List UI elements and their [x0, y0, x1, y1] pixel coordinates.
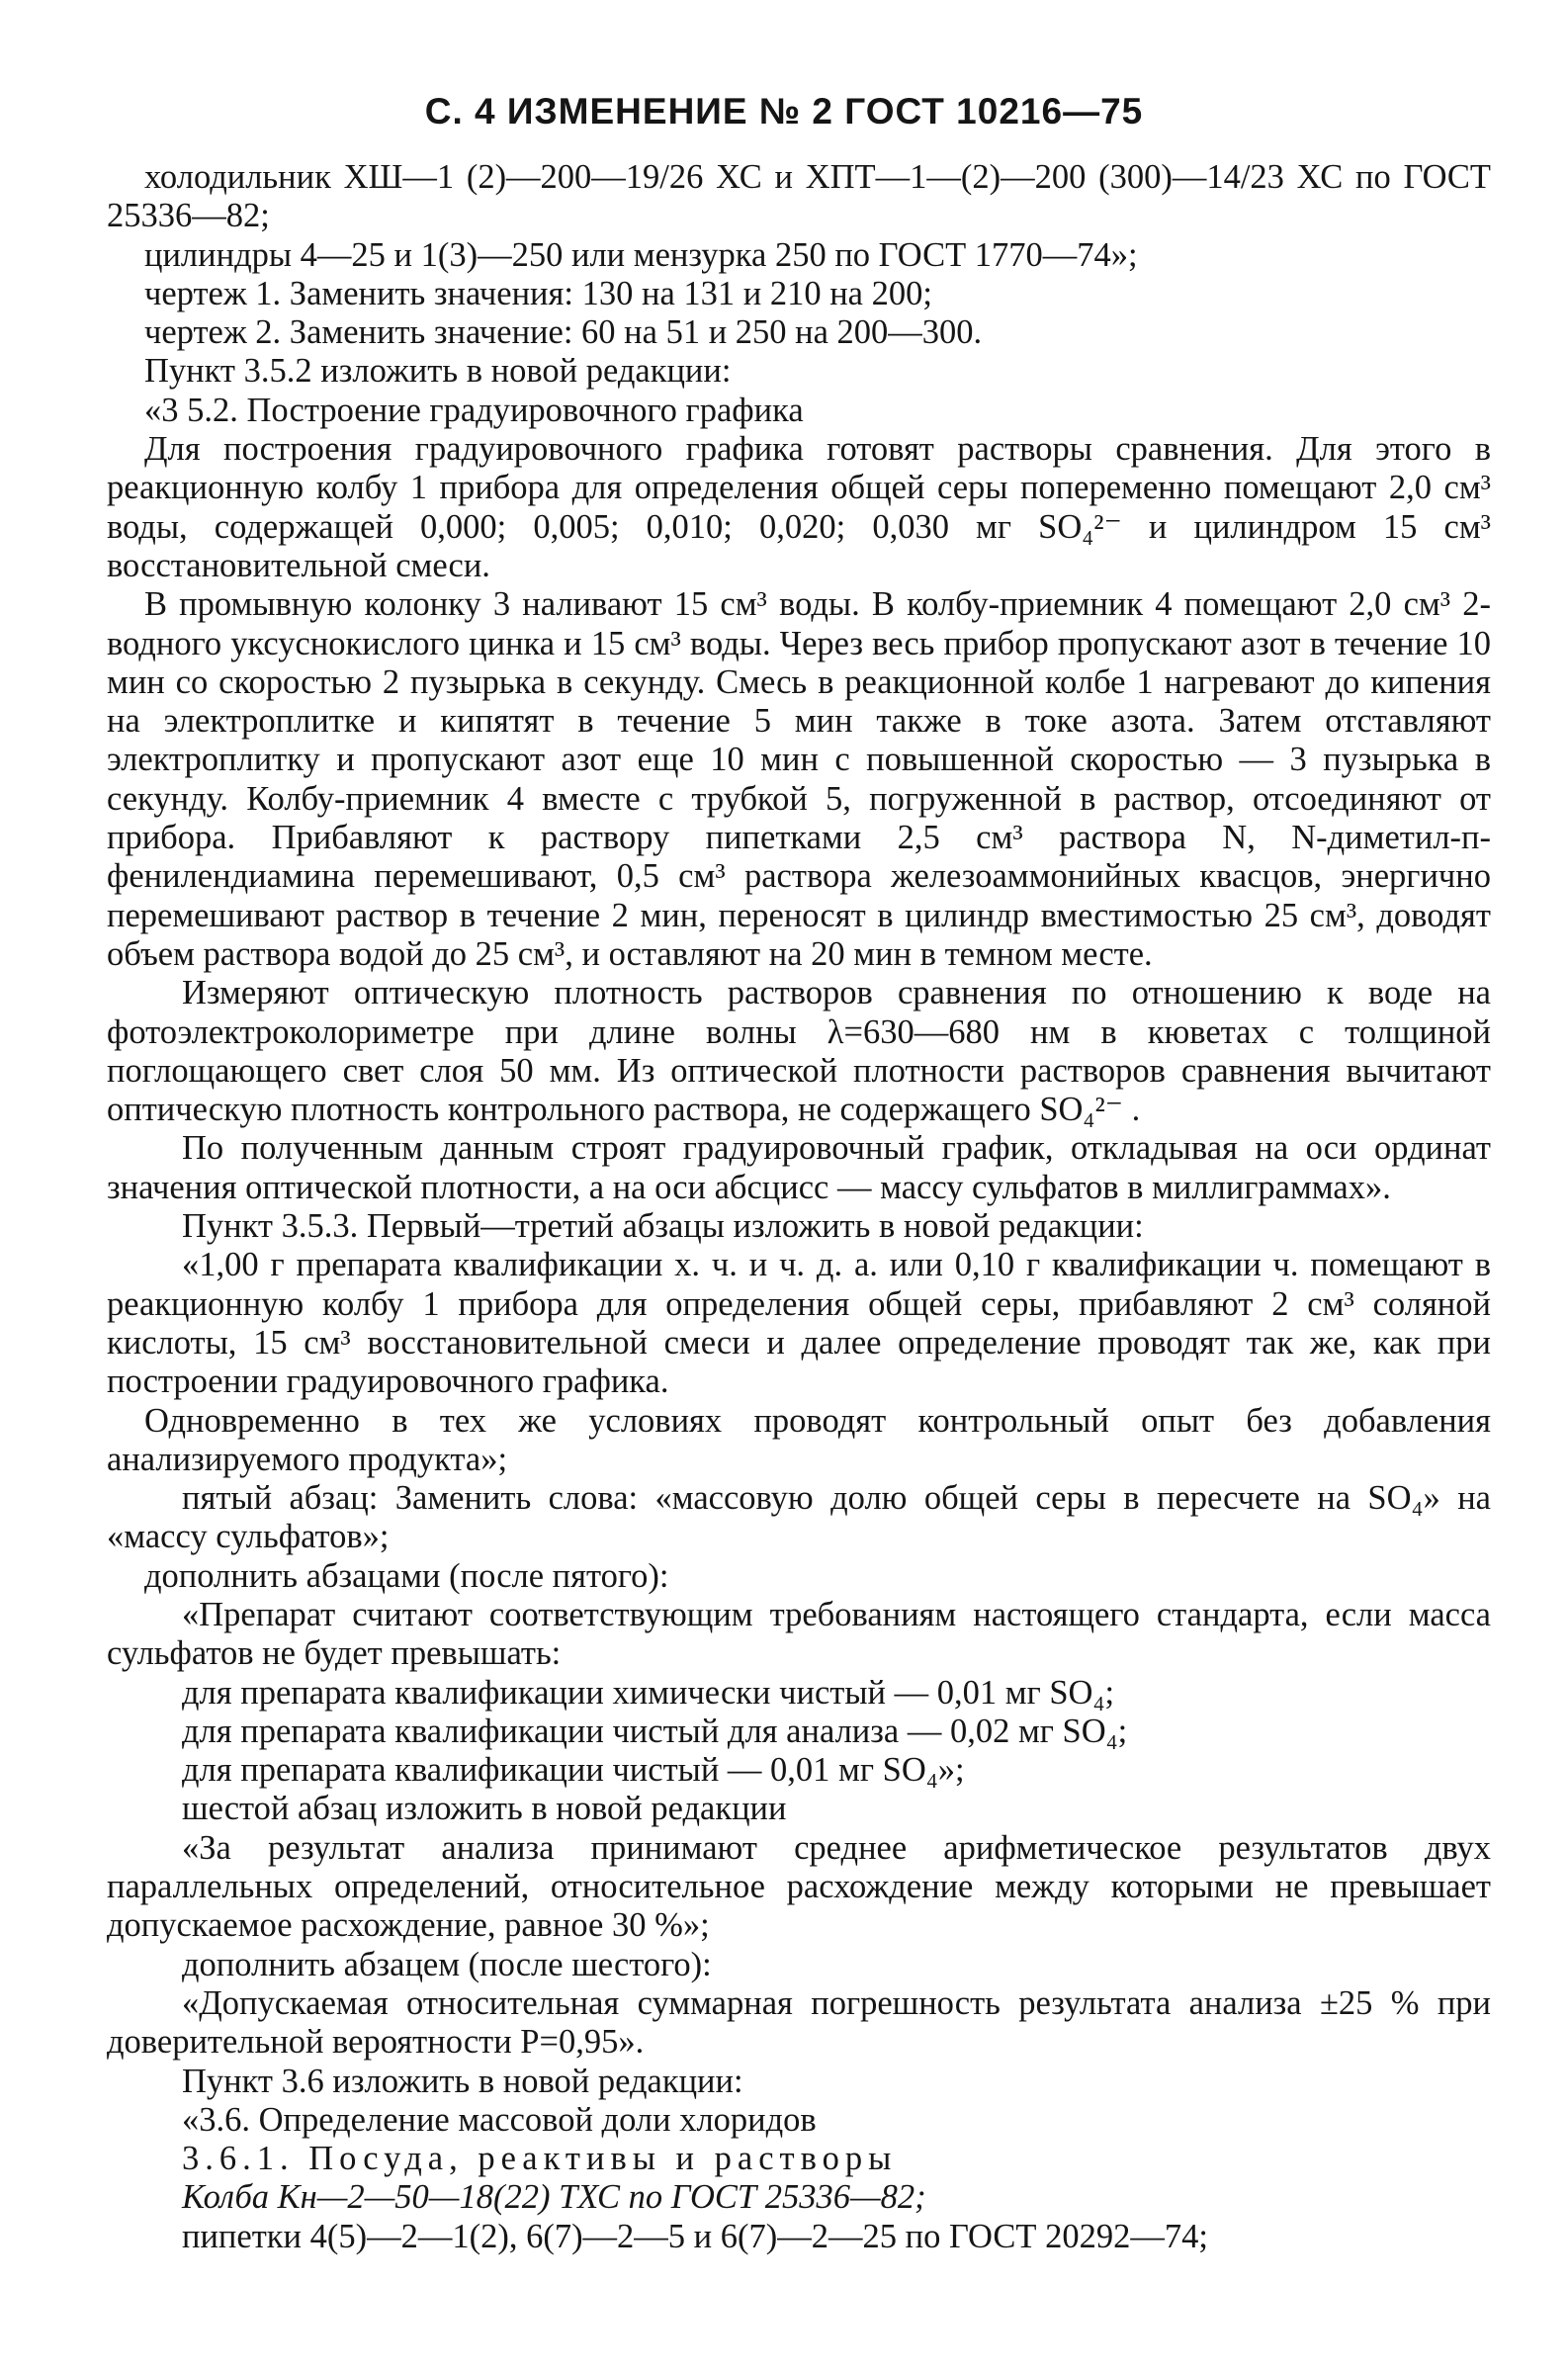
paragraph: Пункт 3.6 изложить в новой редакции:: [182, 2062, 743, 2100]
paragraph: шестой абзац изложить в новой редакции: [182, 1790, 787, 1828]
paragraph: «Препарат считают соответствующим требованиям настоящего стандарта, если масса сульфатов не будет превышать:: [107, 1595, 1491, 1673]
paragraph: для препарата квалификации химически чистый — 0,01 мг SO₄;: [182, 1673, 1115, 1712]
paragraph: пипетки 4(5)—2—1(2), 6(7)—2—5 и 6(7)—2—25 по ГОСТ 20292—74;: [182, 2217, 1208, 2255]
paragraph: Пункт 3.5.2 изложить в новой редакции:: [144, 352, 732, 391]
paragraph: дополнить абзацем (после шестого):: [182, 1945, 712, 1983]
paragraph: холодильник ХШ—1 (2)—200—19/26 ХС и ХПТ—1—(2)—200 (300)—14/23 ХС по ГОСТ 25336—82;: [107, 158, 1491, 235]
paragraph: Для построения градуировочного графика готовят растворы сравнения. Для этого в реакционную колбу 1 прибора для определения общей серы попеременно помещают 2,0 см³ воды, содержащей 0,000; 0,005; 0,010; 0,020; 0,030 мг SO₄²⁻ и цилиндром 15 см³ восстановительной смеси.: [107, 430, 1491, 584]
paragraph: «За результат анализа принимают среднее арифметическое результатов двух параллельных определений, относительное расхождение между которыми не превышает допускаемое расхождение, равное 30 %»;: [107, 1828, 1491, 1945]
paragraph: чертеж 1. Заменить значения: 130 на 131 и 210 на 200;: [144, 274, 932, 312]
paragraph: Пункт 3.5.3. Первый—третий абзацы изложить в новой редакции:: [182, 1207, 1144, 1246]
paragraph: Измеряют оптическую плотность растворов сравнения по отношению к воде на фотоэлектроколориметре при длине волны λ=630—680 нм в кюветах с толщиной поглощающего свет слоя 50 мм. Из оптической плотности растворов сравнения вычитают оптическую плотность контрольного раствора, не содержащего SO₄²⁻ .: [107, 974, 1491, 1129]
paragraph: для препарата квалификации чистый для анализа — 0,02 мг SO₄;: [182, 1712, 1128, 1750]
subsection-title: Колба Кн—2—50—18(22) ТХС по ГОСТ 25336—82;: [182, 2178, 926, 2217]
paragraph: чертеж 2. Заменить значение: 60 на 51 и 250 на 200—300.: [144, 313, 983, 352]
section-title: 3.6.1. Посуда, реактивы и растворы: [182, 2140, 898, 2178]
paragraph: дополнить абзацами (после пятого):: [144, 1556, 669, 1595]
paragraph: «3.6. Определение массовой доли хлоридов: [182, 2100, 817, 2139]
section-title: «3 5.2. Построение градуировочного графика: [144, 391, 804, 429]
paragraph: По полученным данным строят градуировочный график, откладывая на оси ординат значения оптической плотности, а на оси абсцисс — массу сульфатов в миллиграммах».: [107, 1129, 1491, 1206]
page-header: С. 4 ИЗМЕНЕНИЕ № 2 ГОСТ 10216—75: [424, 91, 1144, 132]
paragraph: для препарата квалификации чистый — 0,01 мг SO₄»;: [182, 1751, 965, 1790]
paragraph: пятый абзац: Заменить слова: «массовую долю общей серы в пересчете на SO₄» на «массу сульфатов»;: [107, 1479, 1491, 1556]
paragraph: цилиндры 4—25 и 1(3)—250 или мензурка 250 по ГОСТ 1770—74»;: [144, 235, 1138, 274]
document-body: [107, 158, 1491, 2256]
paragraph: Одновременно в тех же условиях проводят контрольный опыт без добавления анализируемого продукта»;: [107, 1401, 1491, 1478]
paragraph: В промывную колонку 3 наливают 15 см³ воды. В колбу-приемник 4 помещают 2,0 см³ 2-водного уксуснокислого цинка и 15 см³ воды. Через весь прибор пропускают азот в течение 10 мин со скоростью 2 пузырька в секунду. Смесь в реакционной колбе 1 нагревают до кипения на электроплитке и кипятят в течение 5 мин также в токе азота. Затем отставляют электроплитку и пропускают азот еще 10 мин с повышенной скоростью — 3 пузырька в секунду. Колбу-приемник 4 вместе с трубкой 5, погруженной в раствор, отсоединяют от прибора. Прибавляют к раствору пипетками 2,5 см³ раствора N, N-диметил-п-фенилендиамина перемешивают, 0,5 см³ раствора железоаммонийных квасцов, энергично перемешивают раствор в течение 2 мин, переносят в цилиндр вместимостью 25 см³, доводят объем раствора водой до 25 см³, и оставляют на 20 мин в темном месте.: [107, 585, 1491, 973]
paragraph: «Допускаемая относительная суммарная погрешность результата анализа ±25 % при доверительной вероятности Р=0,95».: [107, 1983, 1491, 2062]
paragraph: «1,00 г препарата квалификации х. ч. и ч. д. а. или 0,10 г квалификации ч. помещают в реакционную колбу 1 прибора для определения общей серы, прибавляют 2 см³ соляной кислоты, 15 см³ восстановительной смеси и далее определение проводят так же, как при построении градуировочного графика.: [107, 1246, 1491, 1401]
